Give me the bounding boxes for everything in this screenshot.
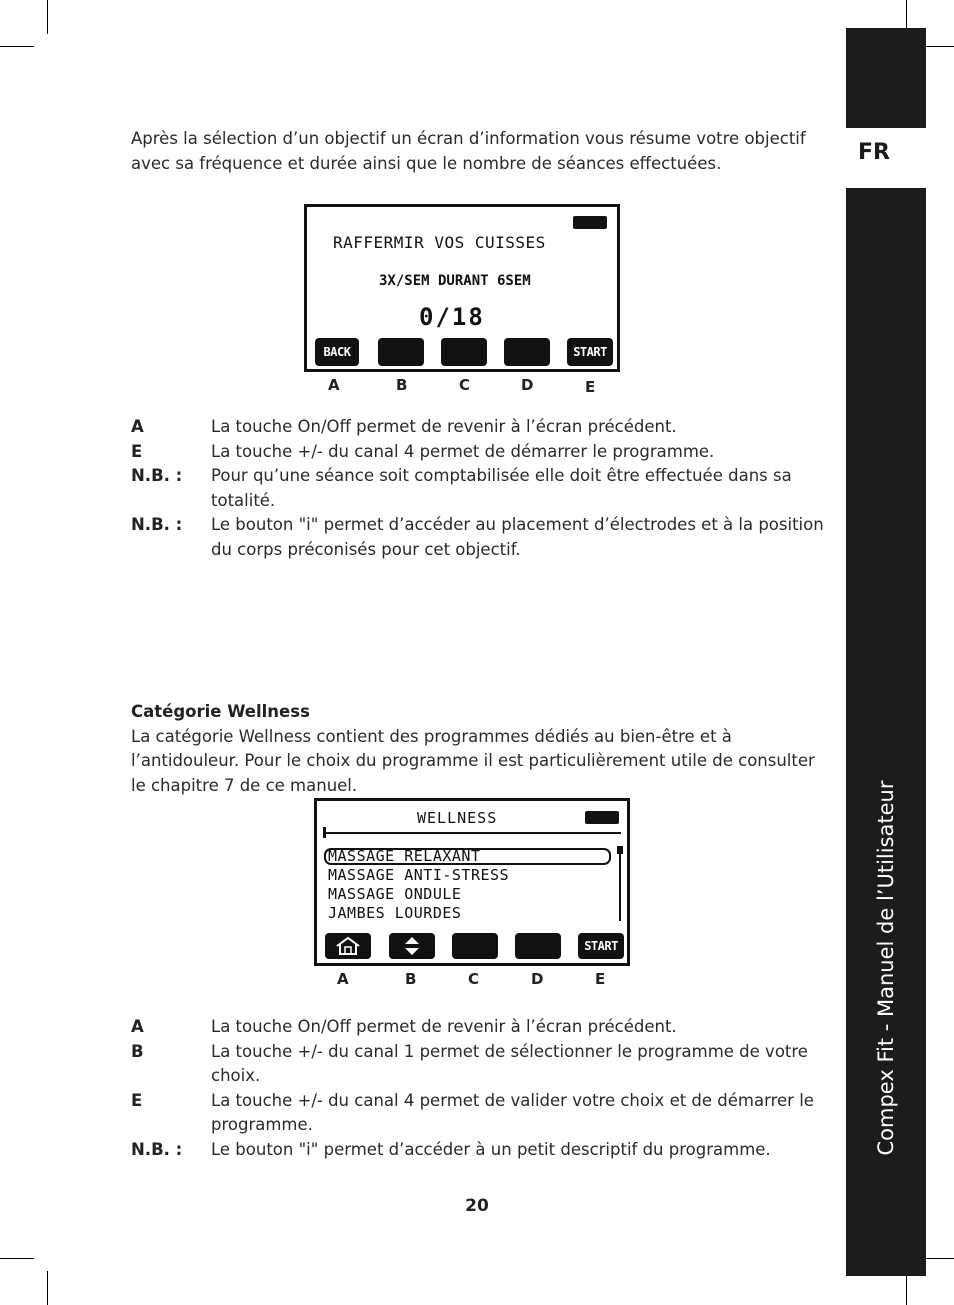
key-letter-d: D <box>531 970 544 988</box>
updown-arrows-icon <box>403 936 421 956</box>
screen-frequency: 3X/SEM DURANT 6SEM <box>379 273 531 289</box>
definition-term: E <box>131 1090 143 1110</box>
definition-term: A <box>131 417 144 436</box>
key-letter-e: E <box>585 378 596 396</box>
key-letter-b: B <box>396 376 408 394</box>
key-letter-c: C <box>459 376 471 394</box>
key-letter-e: E <box>595 970 606 988</box>
definition-list-2 <box>131 1015 831 1162</box>
definition-text: La touche On/Off permet de revenir à l’écran précédent. <box>211 1017 677 1036</box>
divider-marker <box>323 827 326 838</box>
definition-text: Le bouton "i" permet d’accéder à un petit descriptif du programme. <box>211 1139 771 1159</box>
softkey-c[interactable] <box>452 933 498 959</box>
battery-icon <box>573 216 607 229</box>
softkey-d[interactable] <box>504 338 550 366</box>
start-softkey[interactable]: START <box>578 933 624 959</box>
definition-term: B <box>131 1041 144 1061</box>
definition-item <box>131 440 831 465</box>
definition-text: Le bouton "i" permet d’accéder au placement d’électrodes et à la position du corps préconisés pour cet objectif. <box>211 515 824 559</box>
softkey-b[interactable] <box>378 338 424 366</box>
crop-mark <box>47 1271 48 1305</box>
updown-softkey[interactable] <box>389 933 435 959</box>
definition-text: La touche +/- du canal 4 permet de valider votre choix et de démarrer le programme. <box>211 1090 814 1134</box>
section-heading: Catégorie Wellness <box>131 702 310 721</box>
session-counter: 0/18 <box>419 303 485 331</box>
definition-term: N.B. : <box>131 1139 183 1159</box>
definition-item <box>131 1015 831 1040</box>
device-screen-objective <box>304 204 620 372</box>
wellness-section <box>131 700 821 798</box>
back-softkey[interactable]: BACK <box>315 338 359 366</box>
title-divider <box>325 832 621 834</box>
start-softkey[interactable]: START <box>567 338 613 366</box>
program-list-item[interactable]: MASSAGE ONDULE <box>328 885 462 903</box>
definition-term: A <box>131 1017 144 1036</box>
definition-item <box>131 513 831 562</box>
crop-mark <box>47 0 48 34</box>
intro-paragraph: Après la sélection d’un objectif un écran d’information vous résume votre objectif avec sa fréquence et durée ainsi que le nombre de séances effectuées. <box>131 129 806 173</box>
home-softkey[interactable] <box>325 933 371 959</box>
section-body: La catégorie Wellness contient des programmes dédiés au bien-être et à l’antidouleur. Pour le choix du programme il est particulièrement utile de consulter le chapitre 7 de ce manuel. <box>131 726 815 795</box>
definition-text: La touche +/- du canal 4 permet de démarrer le programme. <box>211 441 715 461</box>
crop-mark <box>0 1258 34 1259</box>
definition-text: La touche On/Off permet de revenir à l’écran précédent. <box>211 417 677 436</box>
program-list-item[interactable]: MASSAGE ANTI-STRESS <box>328 866 510 884</box>
definition-term: N.B. : <box>131 515 183 534</box>
softkey-d[interactable] <box>515 933 561 959</box>
softkey-c[interactable] <box>441 338 487 366</box>
key-letter-a: A <box>328 376 340 394</box>
definition-list-1 <box>131 415 831 562</box>
definition-term: E <box>131 441 143 461</box>
definition-text: La touche +/- du canal 1 permet de sélectionner le programme de votre choix. <box>211 1041 808 1085</box>
definition-item <box>131 415 831 440</box>
definition-term: N.B. : <box>131 466 183 485</box>
screen-title: WELLNESS <box>417 809 498 827</box>
crop-mark <box>0 46 34 47</box>
language-label: FR <box>858 140 890 165</box>
definition-item <box>131 464 831 513</box>
definition-item <box>131 1040 831 1089</box>
definition-text: Pour qu’une séance soit comptabilisée elle doit être effectuée dans sa totalité. <box>211 466 792 510</box>
program-list-item[interactable]: MASSAGE RELAXANT <box>328 847 481 865</box>
manual-title: Compex Fit - Manuel de l’Utilisateur <box>874 780 898 1156</box>
device-screen-wellness <box>314 798 630 966</box>
crop-mark <box>906 1271 907 1305</box>
scrollbar[interactable] <box>619 849 621 921</box>
definition-item <box>131 1089 831 1138</box>
definition-item <box>131 1138 831 1163</box>
program-list-item[interactable]: JAMBES LOURDES <box>328 904 462 922</box>
key-letter-a: A <box>337 970 349 988</box>
key-letter-d: D <box>521 376 534 394</box>
key-letter-b: B <box>405 970 417 988</box>
key-letter-c: C <box>468 970 480 988</box>
home-icon <box>335 936 361 956</box>
screen-title: RAFFERMIR VOS CUISSES <box>333 233 546 252</box>
page-number: 20 <box>465 1196 489 1216</box>
scrollbar-thumb[interactable] <box>617 846 623 854</box>
battery-icon <box>585 811 619 824</box>
